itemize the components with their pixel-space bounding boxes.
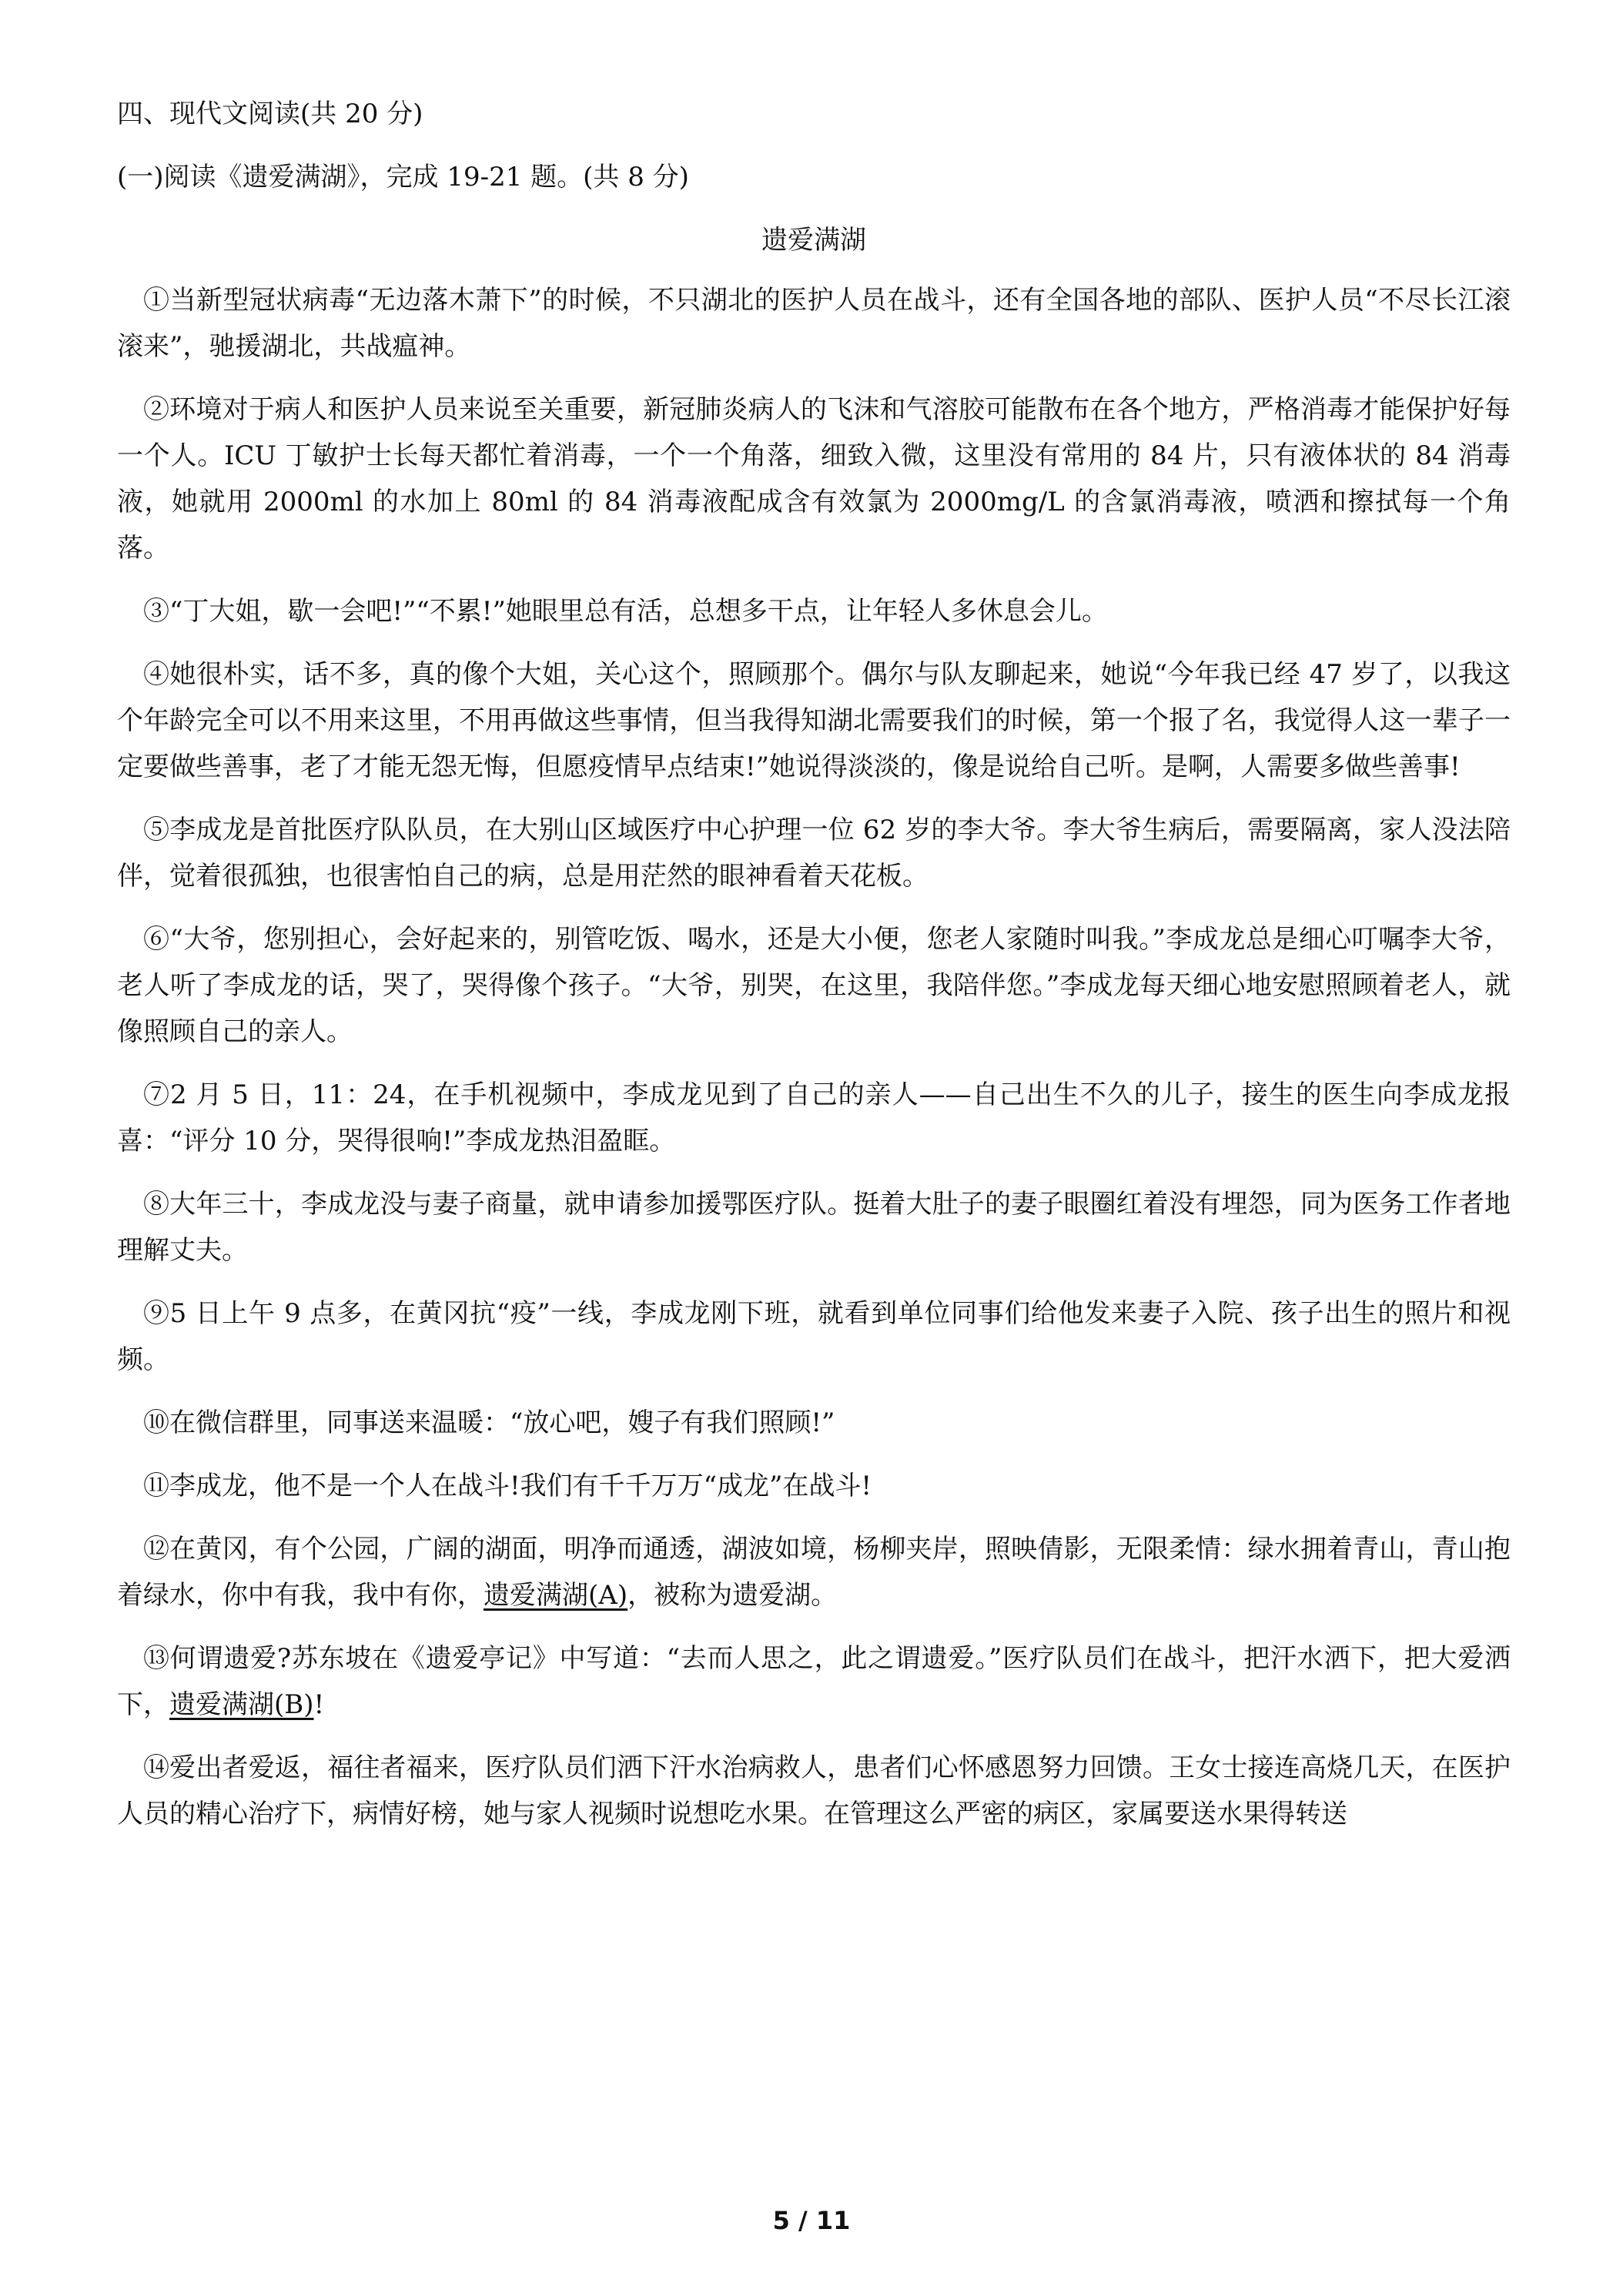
paragraph-12-text: ⑫在黄冈，有个公园，广阔的湖面，明净而通透，湖波如境，杨柳夹岸，照映倩影，无限柔情：绿水拥着青山，青山抱着绿水，你中有我，我中有你，	[117, 1534, 1511, 1611]
paragraph-2: ②环境对于病人和医护人员来说至关重要，新冠肺炎病人的飞沫和气溶胶可能散布在各个地方，严格消毒才能保护好每一个人。ICU 丁敏护士长每天都忙着消毒，一个一个角落，细致入微，这里没有常用的 84 片，只有液体状的 84 消毒液，她就用 2000ml 的水加上 80ml 的 84 消毒液配成含有效氯为 2000mg/L 的含氯消毒液，喷洒和擦拭每一个角落。	[117, 394, 1511, 564]
paragraph-8: ⑧大年三十，李成龙没与妻子商量，就申请参加援鄂医疗队。挺着大肚子的妻子眼圈红着没有埋怨，同为医务工作者地理解丈夫。	[117, 1189, 1511, 1266]
paragraph-12	[117, 1526, 1511, 1618]
article-title: 遗爱满湖	[761, 225, 866, 256]
paragraph-13-text: ⑬何谓遗爱?苏东坡在《遗爱亭记》中写道：“去而人思之，此之谓遗爱。”医疗队员们在战斗，把汗水洒下，把大爱洒下，	[117, 1643, 1511, 1720]
paragraph-3: ③“丁大姐，歇一会吧!”“不累!”她眼里总有活，总想多干点，让年轻人多休息会儿。	[143, 596, 1108, 627]
paragraph-9: ⑨5 日上午 9 点多，在黄冈抗“疫”一线，李成龙刚下班，就看到单位同事们给他发来妻子入院、孩子出生的照片和视频。	[117, 1298, 1511, 1375]
paragraph-13	[117, 1635, 1511, 1728]
underlined-phrase-b: 遗爱满湖(B)	[169, 1689, 314, 1720]
paragraph-10: ⑩在微信群里，同事送来温暖：“放心吧，嫂子有我们照顾!”	[143, 1407, 835, 1438]
paragraph-1: ①当新型冠状病毒“无边落木萧下”的时候，不只湖北的医护人员在战斗，还有全国各地的部队、医护人员“不尽长江滚滚来”，驰援湖北，共战瘟神。	[117, 285, 1511, 362]
section-subheading: (一)阅读《遗爱满湖》，完成 19-21 题。(共 8 分)	[117, 162, 689, 192]
paragraph-13-end: !	[313, 1689, 325, 1720]
section-heading: 四、现代文阅读(共 20 分)	[117, 99, 423, 129]
paragraph-6: ⑥“大爷，您别担心，会好起来的，别管吃饭、喝水，还是大小便，您老人家随时叫我。”李成龙总是细心叮嘱李大爷，老人听了李成龙的话，哭了，哭得像个孩子。“大爷，别哭，在这里，我陪伴您。”李成龙每天细心地安慰照顾着老人，就像照顾自己的亲人。	[117, 924, 1511, 1047]
paragraph-4: ④她很朴实，话不多，真的像个大姐，关心这个，照顾那个。偶尔与队友聊起来，她说“今年我已经 47 岁了，以我这个年龄完全可以不用来这里，不用再做这些事情，但当我得知湖北需要我们的时候，第一个报了名，我觉得人这一辈子一定要做些善事，老了才能无怨无悔，但愿疫情早点结束!”她说得淡淡的，像是说给自己听。是啊，人需要多做些善事!	[117, 659, 1511, 782]
paragraph-12-end: ，被称为遗爱湖。	[627, 1580, 838, 1611]
paragraph-14: ⑭爱出者爱返，福往者福来，医疗队员们洒下汗水治病救人，患者们心怀感恩努力回馈。王女士接连高烧几天，在医护人员的精心治疗下，病情好榜，她与家人视频时说想吃水果。在管理这么严密的病区，家属要送水果得转送	[117, 1752, 1511, 1829]
paragraph-7: ⑦2 月 5 日，11：24，在手机视频中，李成龙见到了自己的亲人——自己出生不久的儿子，接生的医生向李成龙报喜：“评分 10 分，哭得很响!”李成龙热泪盈眶。	[117, 1079, 1511, 1156]
paragraph-5: ⑤李成龙是首批医疗队队员，在大别山区域医疗中心护理一位 62 岁的李大爷。李大爷生病后，需要隔离，家人没法陪伴，觉着很孤独，也很害怕自己的病，总是用茫然的眼神看着天花板。	[117, 815, 1511, 892]
page-number: 5 / 11	[772, 2206, 851, 2235]
underlined-phrase-a: 遗爱满湖(A)	[484, 1580, 628, 1611]
paragraph-11: ⑪李成龙，他不是一个人在战斗!我们有千千万万“成龙”在战斗!	[143, 1471, 872, 1501]
page-content	[117, 91, 1511, 1854]
